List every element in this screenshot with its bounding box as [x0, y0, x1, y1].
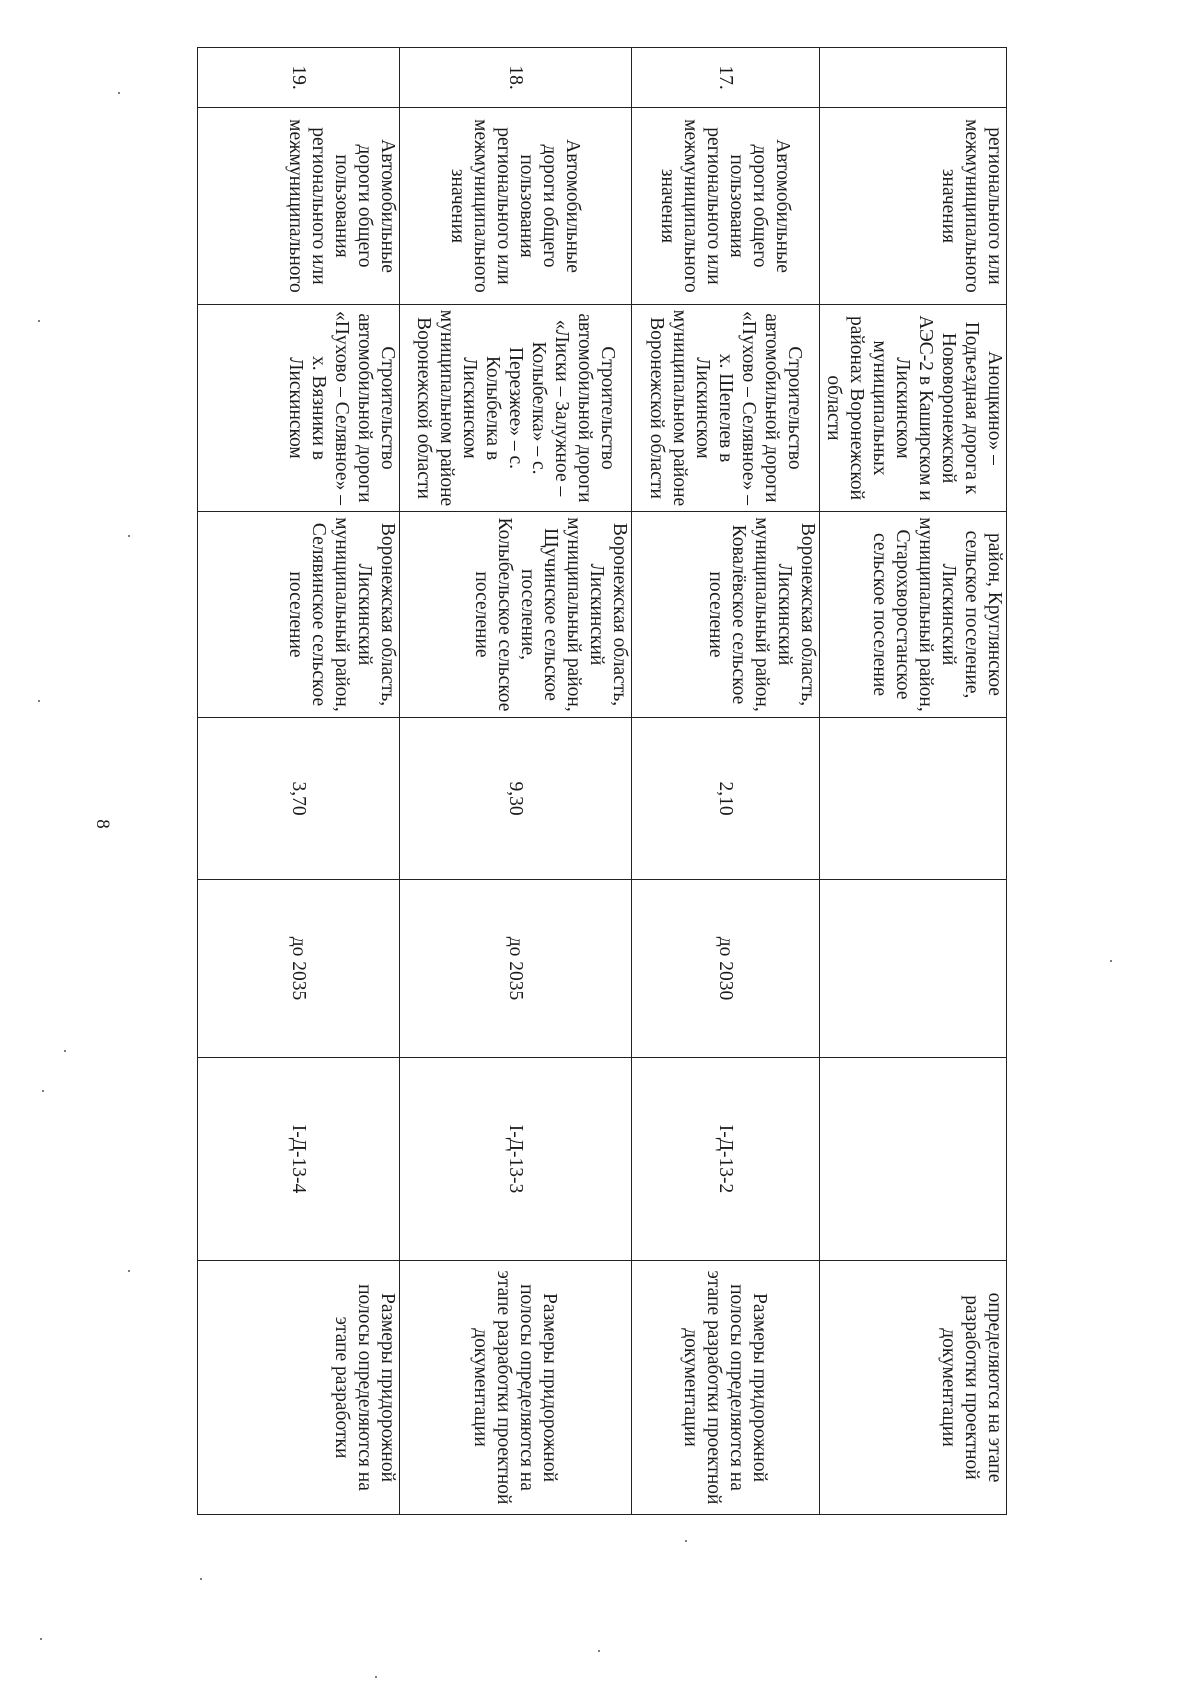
scan-speck: [375, 1676, 377, 1678]
rotated-table-wrapper: [198, 47, 1007, 1514]
object-type-cell: Автомобильные дороги общего пользования регионального или межмуниципального: [198, 108, 400, 305]
code-cell: I-Д-13-3: [400, 1058, 632, 1261]
table-row: [400, 48, 632, 1515]
object-type-cell: Автомобильные дороги общего пользования регионального или межмуниципального значения: [400, 108, 632, 305]
code-cell: I-Д-13-2: [632, 1058, 820, 1261]
table-row: [632, 48, 820, 1515]
code-cell: [820, 1058, 1007, 1261]
scan-speck: [1110, 960, 1112, 962]
row-number: [820, 48, 1007, 108]
scan-speck: [598, 1650, 600, 1652]
object-name-cell: Строительство автомобильной дороги «Пухово – Селявное» – х. Вязники в Лискинском: [198, 305, 400, 512]
scan-speck: [685, 1540, 687, 1542]
code-cell: I-Д-13-4: [198, 1058, 400, 1261]
object-type-cell: регионального или межмуниципального значения: [820, 108, 1007, 305]
scan-speck: [128, 1270, 130, 1272]
row-number: 17.: [632, 48, 820, 108]
note-cell: определяются на этапе разработки проектной документации: [820, 1261, 1007, 1515]
object-name-cell: Анощкино» – Подъездная дорога к Нововоронежской АЭС-2 в Каширском и Лискинском муниципальных районах Воронежской области: [820, 305, 1007, 512]
term-cell: до 2035: [198, 880, 400, 1058]
object-name-cell: Строительство автомобильной дороги «Лиски – Залужное – Колыбелка» – с. Перезжее» – с. Колыбелка в Лискинском муниципальном районе Воронежской области: [400, 305, 632, 512]
location-cell: Воронежская область, Лискинский муниципальный район, Селявинское сельское поселение: [198, 512, 400, 718]
note-cell: Размеры придорожной полосы определяются на этапе разработки проектной документации: [400, 1261, 632, 1515]
object-type-cell: Автомобильные дороги общего пользования регионального или межмуниципального значения: [632, 108, 820, 305]
location-cell: район, Круглянское сельское поселение, Лискинский муниципальный район, Старохворостанское сельское поселение: [820, 512, 1007, 718]
scan-speck: [64, 1050, 66, 1052]
scan-speck: [42, 1090, 44, 1092]
length-cell: 3,70: [198, 718, 400, 880]
planning-table: [197, 47, 1007, 1515]
term-cell: до 2030: [632, 880, 820, 1058]
row-number: 18.: [400, 48, 632, 108]
scan-speck: [128, 535, 130, 537]
table-row: [198, 48, 400, 1515]
scan-speck: [200, 1578, 202, 1580]
term-cell: [820, 880, 1007, 1058]
scan-speck: [40, 1638, 42, 1640]
scan-speck: [38, 700, 40, 702]
location-cell: Воронежская область, Лискинский муниципальный район, Щучинское сельское поселение, Колыбельское сельское поселение: [400, 512, 632, 718]
length-cell: [820, 718, 1007, 880]
note-cell: Размеры придорожной полосы определяются на этапе разработки: [198, 1261, 400, 1515]
note-cell: Размеры придорожной полосы определяются на этапе разработки проектной документации: [632, 1261, 820, 1515]
term-cell: до 2035: [400, 880, 632, 1058]
row-number: 19.: [198, 48, 400, 108]
scan-speck: [118, 92, 120, 94]
table-row: [820, 48, 1007, 1515]
length-cell: 9,30: [400, 718, 632, 880]
object-name-cell: Строительство автомобильной дороги «Пухово – Селявное» – х. Шепелев в Лискинском муниципальном районе Воронежской области: [632, 305, 820, 512]
scan-speck: [38, 320, 40, 322]
location-cell: Воронежская область, Лискинский муниципальный район, Ковалёвское сельское поселение: [632, 512, 820, 718]
length-cell: 2,10: [632, 718, 820, 880]
page-number: 8: [92, 819, 113, 829]
